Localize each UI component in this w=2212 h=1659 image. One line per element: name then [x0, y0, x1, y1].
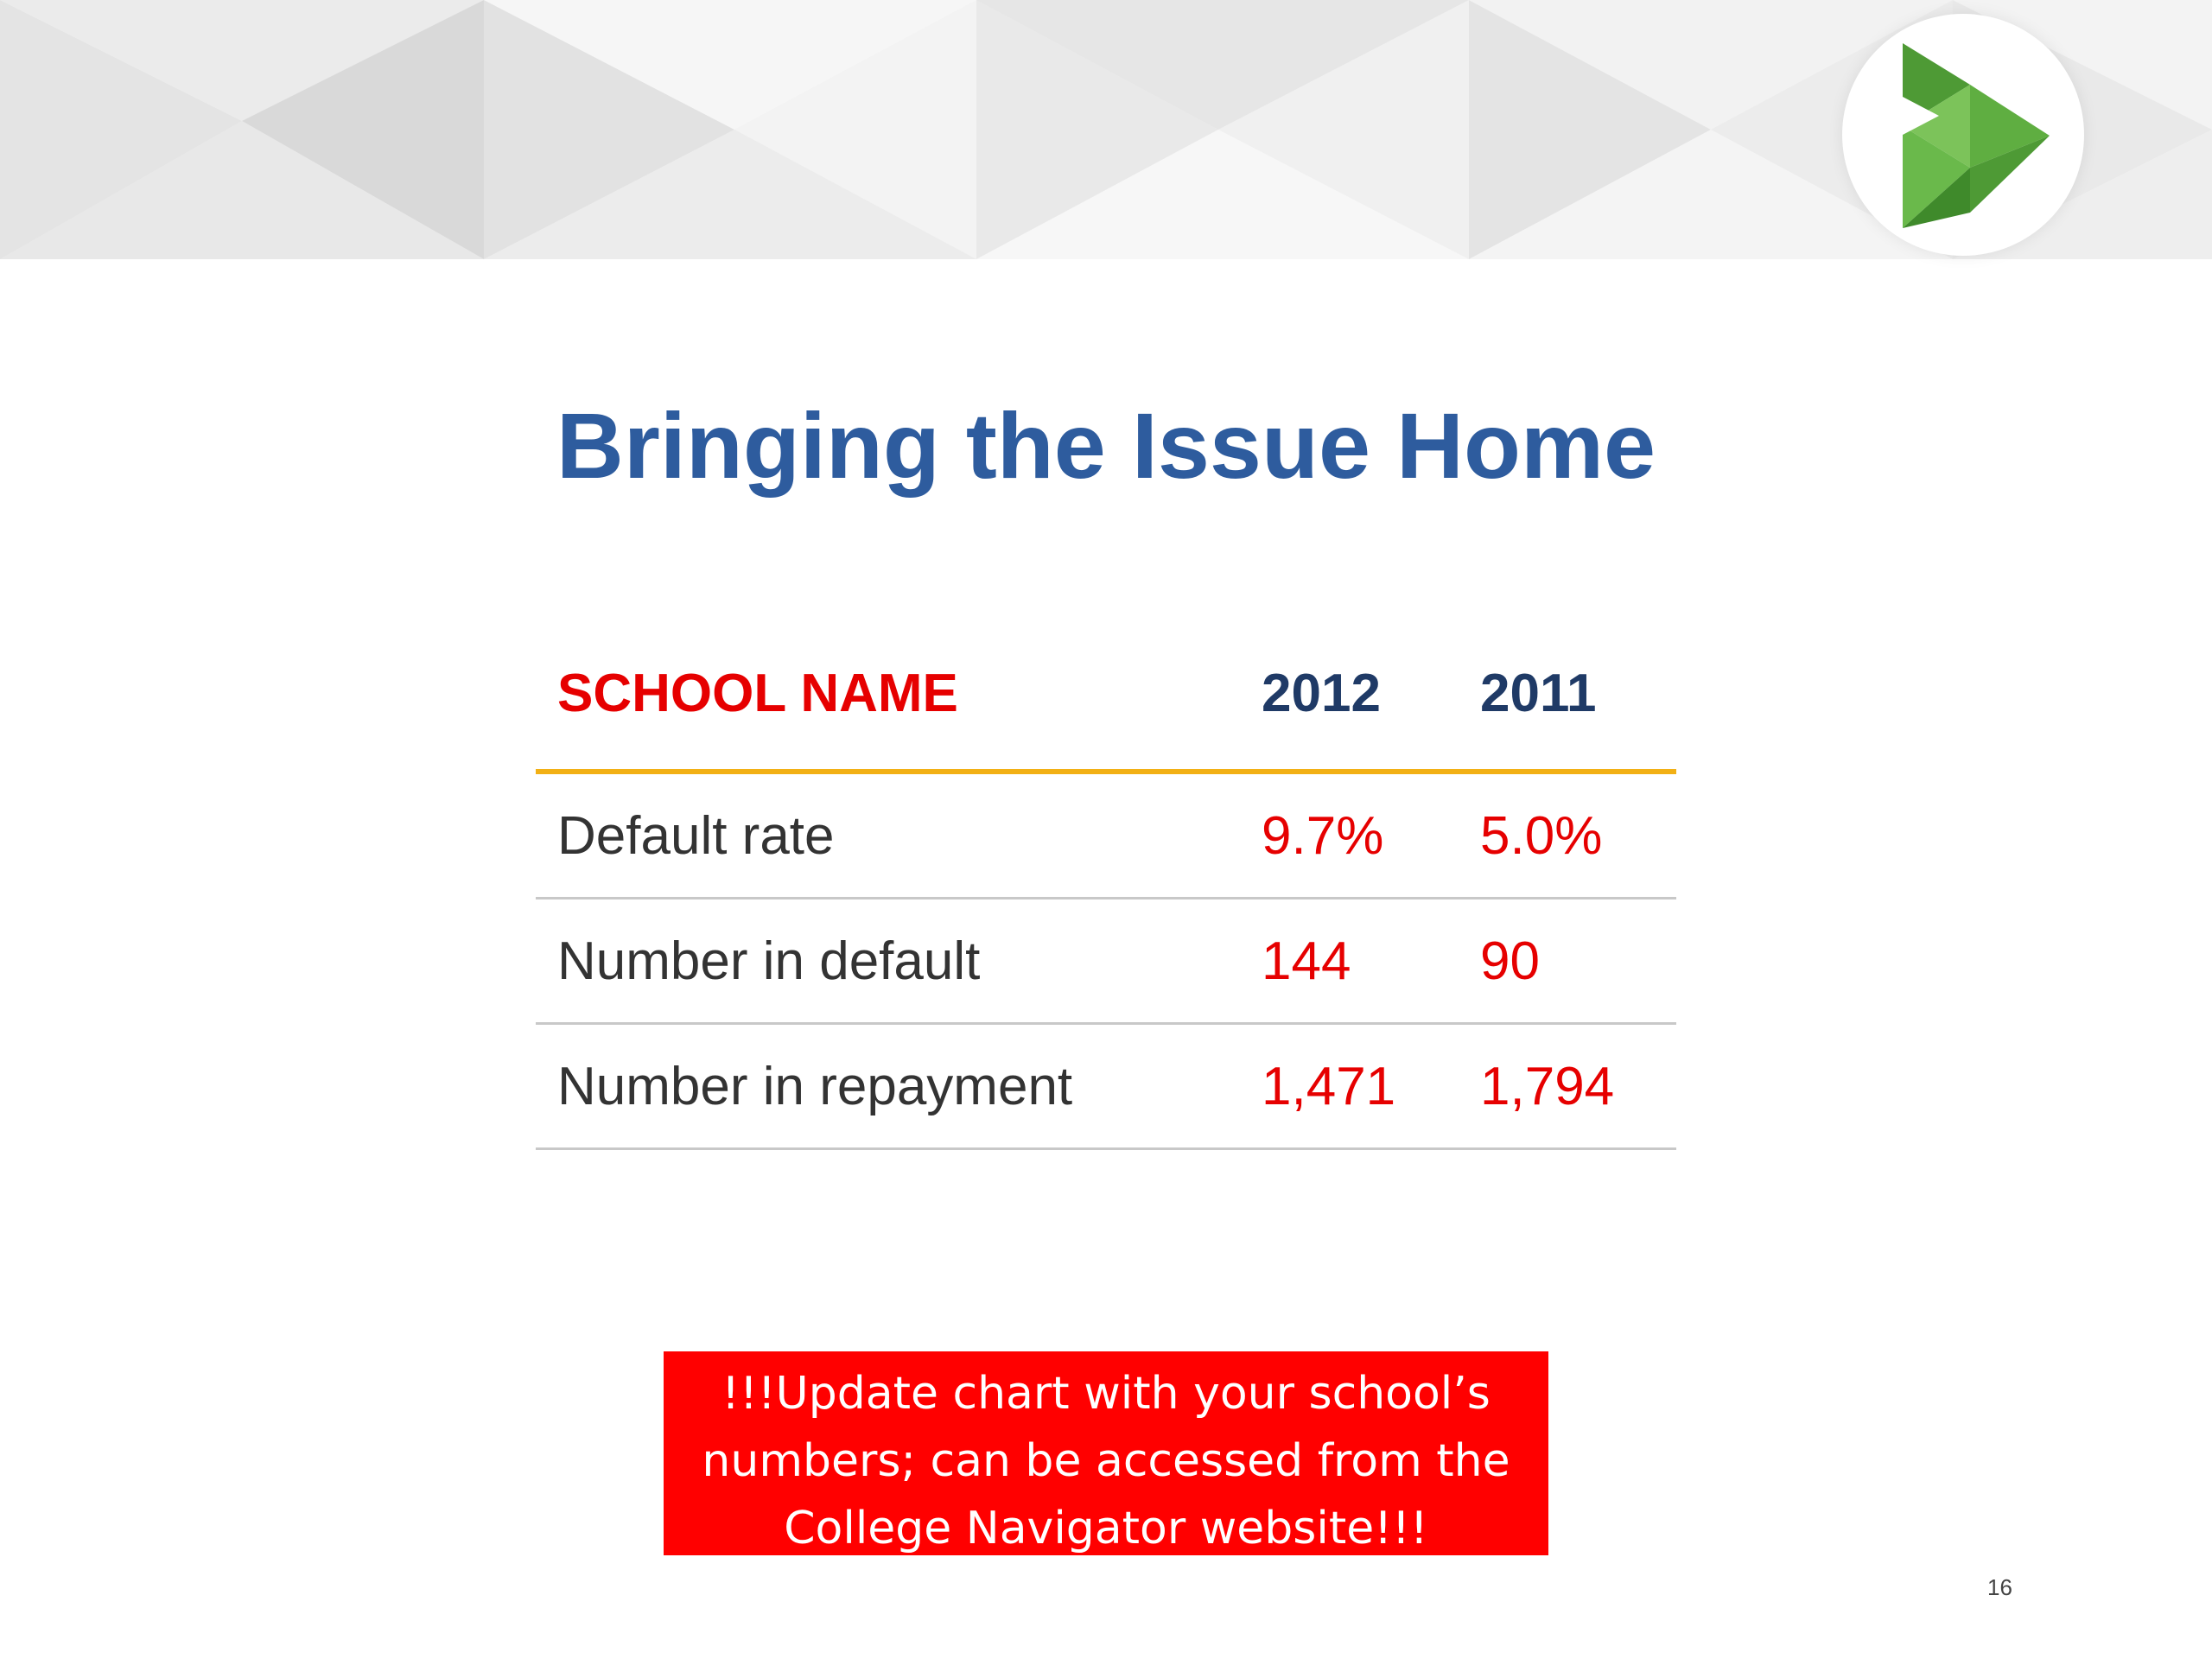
school-data-table	[536, 635, 1676, 1150]
table-row	[536, 899, 1676, 1025]
header-banner	[0, 0, 2212, 268]
update-reminder-note	[664, 1351, 1548, 1555]
row-label: Number in repayment	[557, 1057, 1073, 1116]
green-chevron-arrow-icon	[1842, 14, 2084, 256]
row-value-2011: 5.0%	[1480, 806, 1603, 866]
row-value-2011: 1,794	[1480, 1057, 1615, 1116]
row-label: Number in default	[557, 931, 981, 991]
table-header-row	[536, 635, 1676, 774]
row-value-2012: 1,471	[1262, 1057, 1396, 1116]
logo-badge	[1842, 14, 2084, 256]
row-value-2012: 144	[1262, 931, 1351, 991]
header-school-name: SCHOOL NAME	[557, 664, 958, 723]
table-row	[536, 774, 1676, 899]
header-year-2012: 2012	[1262, 664, 1381, 723]
slide-title: Bringing the Issue Home	[556, 393, 1656, 498]
note-line: College Navigator website!!!	[784, 1503, 1428, 1554]
note-line: !!!Update chart with your school’s	[721, 1368, 1491, 1420]
note-line: numbers; can be accessed from the	[702, 1435, 1510, 1487]
row-label: Default rate	[557, 806, 835, 866]
row-value-2012: 9.7%	[1262, 806, 1384, 866]
row-value-2011: 90	[1480, 931, 1540, 991]
page-number: 16	[1987, 1574, 2012, 1600]
header-year-2011: 2011	[1480, 664, 1597, 723]
table-row	[536, 1025, 1676, 1150]
